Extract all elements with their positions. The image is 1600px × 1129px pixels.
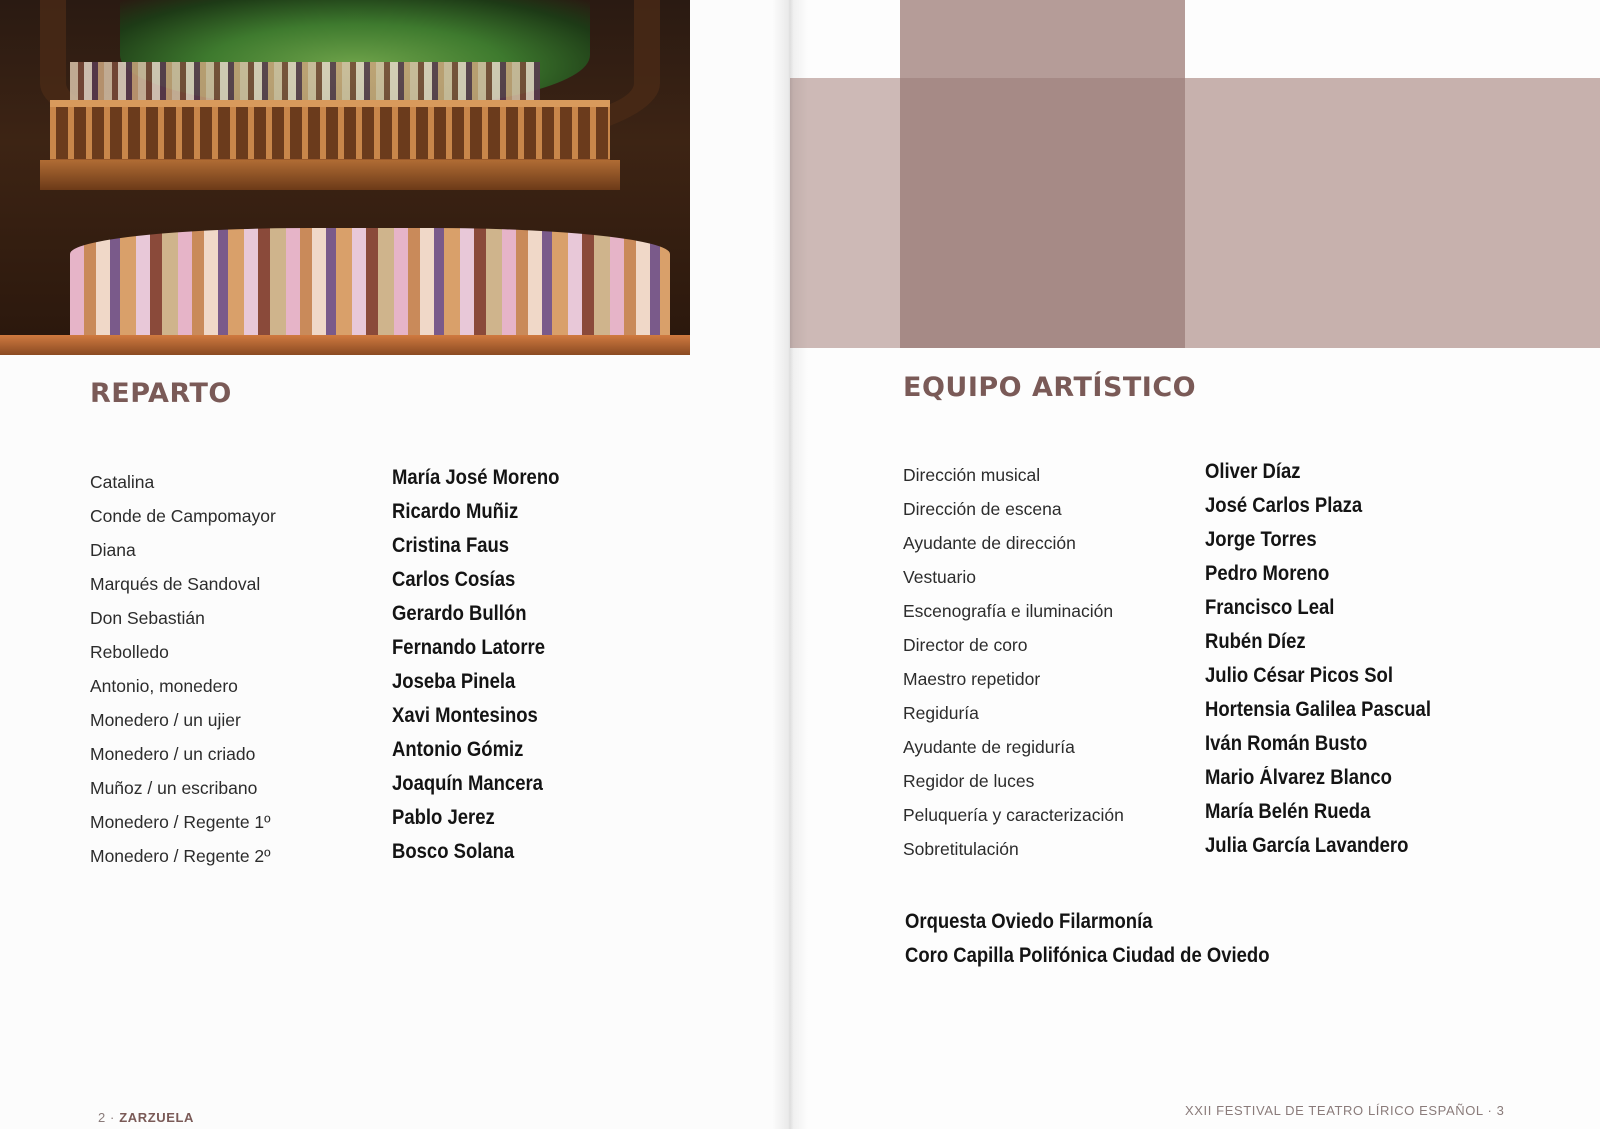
cast-role: Monedero / un criado [90, 744, 256, 764]
cast-role: Diana [90, 540, 136, 560]
cast-role: Marqués de Sandoval [90, 574, 261, 594]
cast-roles [90, 465, 370, 873]
mauve-block [900, 78, 1185, 348]
stage-beam [40, 160, 620, 190]
cast-performer: Carlos Cosías [392, 568, 516, 591]
cast-performer: Joseba Pinela [392, 670, 516, 693]
stage-balcony [50, 100, 610, 169]
equipo-heading: EQUIPO ARTÍSTICO [903, 372, 1197, 403]
team-person: Hortensia Galilea Pascual [1205, 698, 1431, 721]
cast-role: Monedero / Regente 1º [90, 812, 271, 832]
team-role: Dirección de escena [903, 499, 1062, 519]
team-role: Dirección musical [903, 465, 1041, 485]
balcony-chorus [70, 62, 540, 104]
cast-performer: Cristina Faus [392, 534, 510, 557]
cast-performer: Antonio Gómiz [392, 738, 524, 761]
team-person: Oliver Díaz [1205, 460, 1301, 483]
team-role: Director de coro [903, 635, 1028, 655]
team-role: Ayudante de dirección [903, 533, 1076, 553]
team-role: Vestuario [903, 567, 976, 587]
cast-role: Don Sebastián [90, 608, 205, 628]
page-number: 2 · [98, 1110, 115, 1125]
cast-performer: Fernando Latorre [392, 636, 545, 659]
team-people [1205, 455, 1595, 863]
team-person: Julio César Picos Sol [1205, 664, 1393, 687]
cast-role: Antonio, monedero [90, 676, 238, 696]
right-page [790, 0, 1600, 1129]
team-role: Regiduría [903, 703, 979, 723]
cast-performer: Xavi Montesinos [392, 704, 538, 727]
team-role: Sobretitulación [903, 839, 1019, 859]
cast-role: Catalina [90, 472, 155, 492]
mauve-block [790, 78, 900, 348]
cast-performer: Bosco Solana [392, 840, 515, 863]
reparto-heading: REPARTO [90, 378, 232, 409]
team-role: Ayudante de regiduría [903, 737, 1075, 757]
cast-role: Muñoz / un escribano [90, 778, 258, 798]
team-person: Iván Román Busto [1205, 732, 1368, 755]
stage-chorus [70, 228, 670, 346]
cast-performer: Ricardo Muñiz [392, 500, 519, 523]
mauve-block [900, 0, 1185, 78]
team-role: Regidor de luces [903, 771, 1035, 791]
cast-performer: Joaquín Mancera [392, 772, 543, 795]
cast-role: Monedero / Regente 2º [90, 846, 271, 866]
ensemble-orchestra: Orquesta Oviedo Filarmonía [905, 910, 1153, 933]
cast-performer: Pablo Jerez [392, 806, 495, 829]
cast-performer: María José Moreno [392, 466, 560, 489]
stage-floor [0, 335, 690, 355]
team-person: Mario Álvarez Blanco [1205, 766, 1392, 789]
mauve-block [1185, 78, 1600, 348]
team-role: Peluquería y caracterización [903, 805, 1124, 825]
publication-label: ZARZUELA [119, 1110, 195, 1125]
ensemble-choir: Coro Capilla Polifónica Ciudad de Oviedo [905, 944, 1270, 967]
cast-performer: Gerardo Bullón [392, 602, 527, 625]
ensembles [905, 905, 1545, 973]
cast-role: Rebolledo [90, 642, 169, 662]
right-page-footer: XXII FESTIVAL DE TEATRO LÍRICO ESPAÑOL · 3 [1185, 1103, 1505, 1118]
left-page-footer [98, 1110, 194, 1125]
team-role: Maestro repetidor [903, 669, 1041, 689]
left-page [0, 0, 790, 1129]
team-person: Pedro Moreno [1205, 562, 1330, 585]
stage-photo [0, 0, 690, 355]
team-role: Escenografía e iluminación [903, 601, 1114, 621]
team-person: María Belén Rueda [1205, 800, 1371, 823]
cast-role: Conde de Campomayor [90, 506, 276, 526]
team-person: Rubén Díez [1205, 630, 1306, 653]
team-roles [903, 458, 1193, 866]
cast-performers [392, 461, 752, 869]
team-person: Francisco Leal [1205, 596, 1335, 619]
team-person: Julia García Lavandero [1205, 834, 1409, 857]
cast-role: Monedero / un ujier [90, 710, 241, 730]
team-person: Jorge Torres [1205, 528, 1317, 551]
team-person: José Carlos Plaza [1205, 494, 1363, 517]
